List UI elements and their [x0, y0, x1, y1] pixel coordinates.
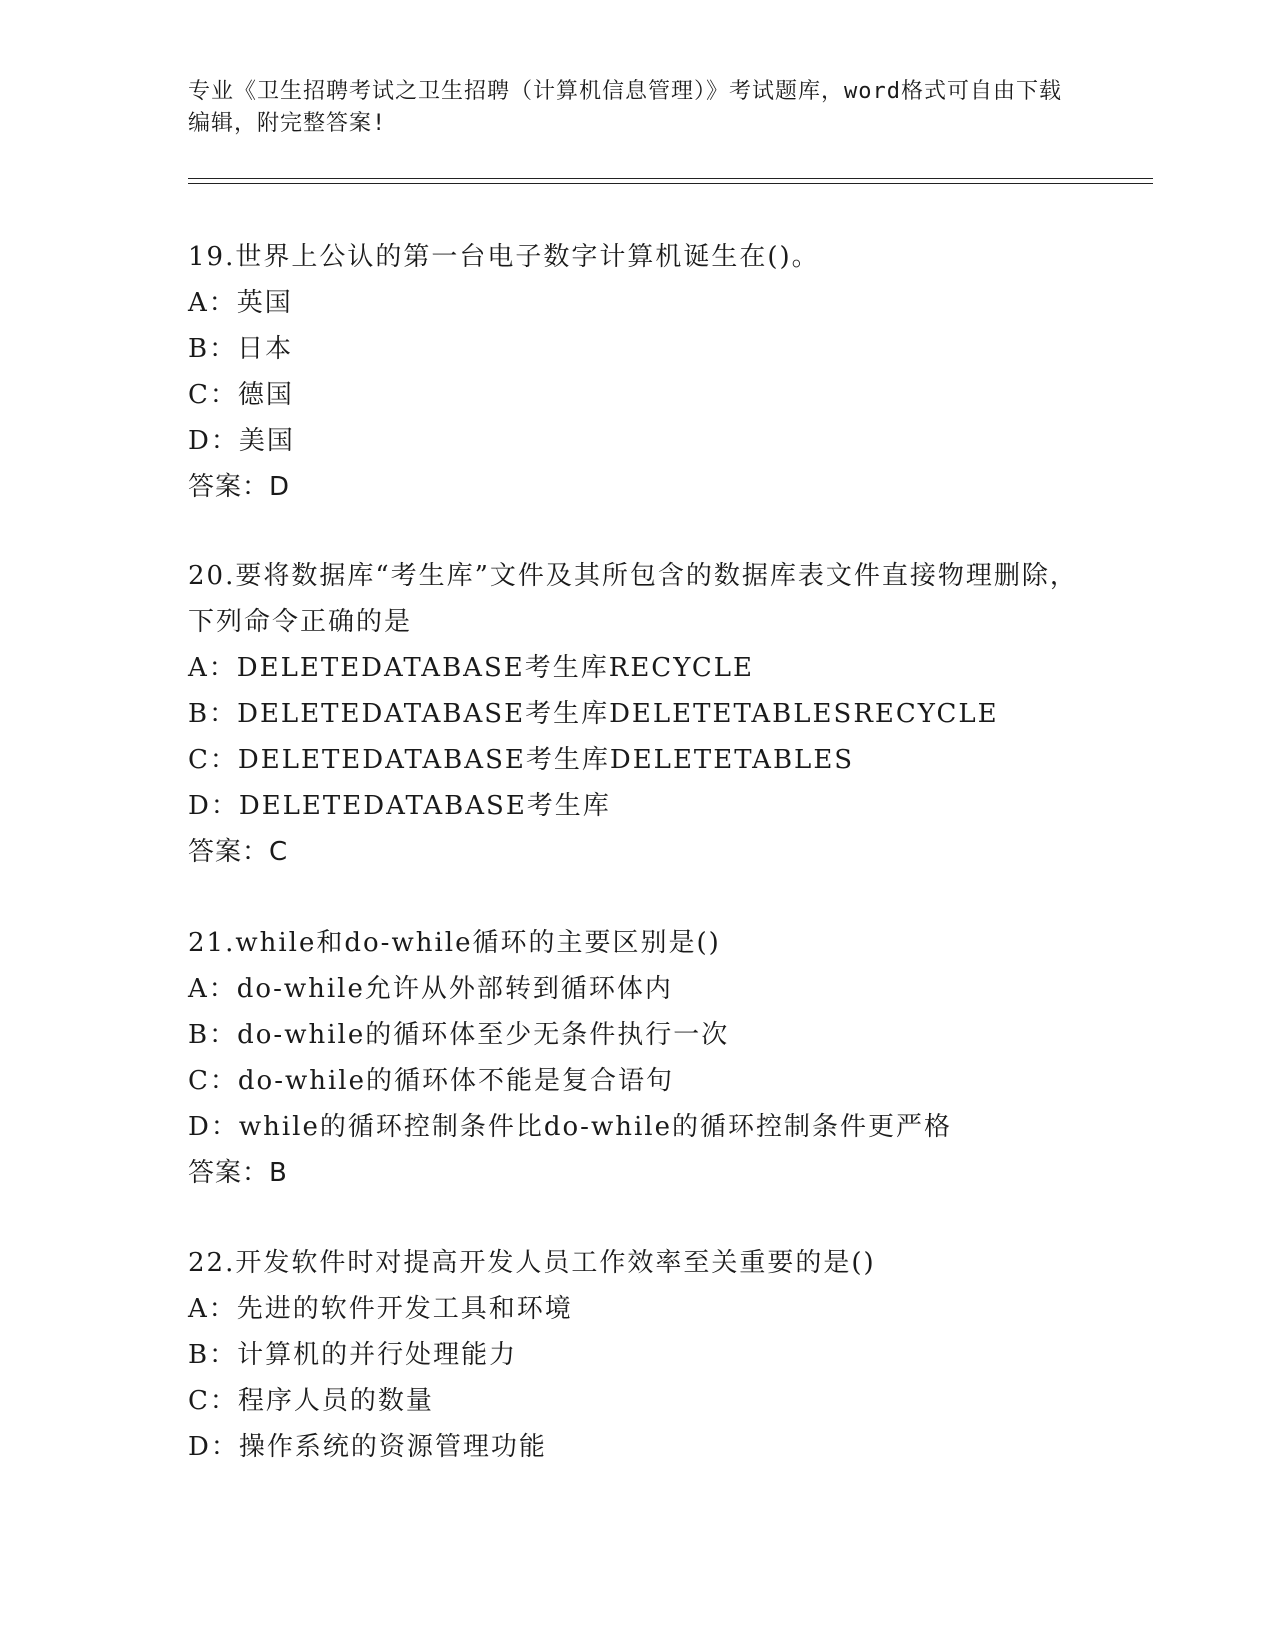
question-20 [188, 553, 1088, 875]
option-b: B：do-while的循环体至少无条件执行一次 [188, 1020, 730, 1050]
option-a: A：do-while允许从外部转到循环体内 [188, 974, 673, 1004]
option-c: C：程序人员的数量 [188, 1386, 434, 1416]
header-divider-bottom [188, 183, 1153, 184]
option-b: B：DELETEDATABASE考生库DELETETABLESRECYCLE [188, 699, 999, 729]
option-d: D：美国 [188, 426, 295, 456]
question-21 [188, 920, 1088, 1196]
question-stem: 21.while和do-while循环的主要区别是() [188, 928, 721, 958]
header-divider-top [188, 178, 1153, 179]
document-intro: 专业《卫生招聘考试之卫生招聘（计算机信息管理）》考试题库，word格式可自由下载编辑，附完整答案! [188, 79, 1062, 136]
option-d: D：DELETEDATABASE考生库 [188, 791, 611, 821]
option-d: D：while的循环控制条件比do-while的循环控制条件更严格 [188, 1112, 952, 1142]
option-c: C：DELETEDATABASE考生库DELETETABLES [188, 745, 855, 775]
option-a: A：英国 [188, 288, 293, 318]
answer-label: 答案：C [188, 837, 289, 867]
question-22 [188, 1240, 1088, 1470]
question-stem: 20.要将数据库“考生库”文件及其所包含的数据库表文件直接物理删除，下列命令正确的是 [188, 561, 1078, 637]
option-a: A：DELETEDATABASE考生库RECYCLE [188, 653, 755, 683]
option-d: D：操作系统的资源管理功能 [188, 1432, 547, 1462]
option-c: C：德国 [188, 380, 294, 410]
option-c: C：do-while的循环体不能是复合语句 [188, 1066, 674, 1096]
question-stem: 19.世界上公认的第一台电子数字计算机诞生在()。 [188, 242, 820, 272]
option-b: B：计算机的并行处理能力 [188, 1340, 518, 1370]
option-b: B：日本 [188, 334, 294, 364]
answer-label: 答案：D [188, 472, 291, 502]
answer-label: 答案：B [188, 1158, 288, 1188]
option-a: A：先进的软件开发工具和环境 [188, 1294, 573, 1324]
question-stem: 22.开发软件时对提高开发人员工作效率至关重要的是() [188, 1248, 876, 1278]
question-19 [188, 234, 1088, 510]
